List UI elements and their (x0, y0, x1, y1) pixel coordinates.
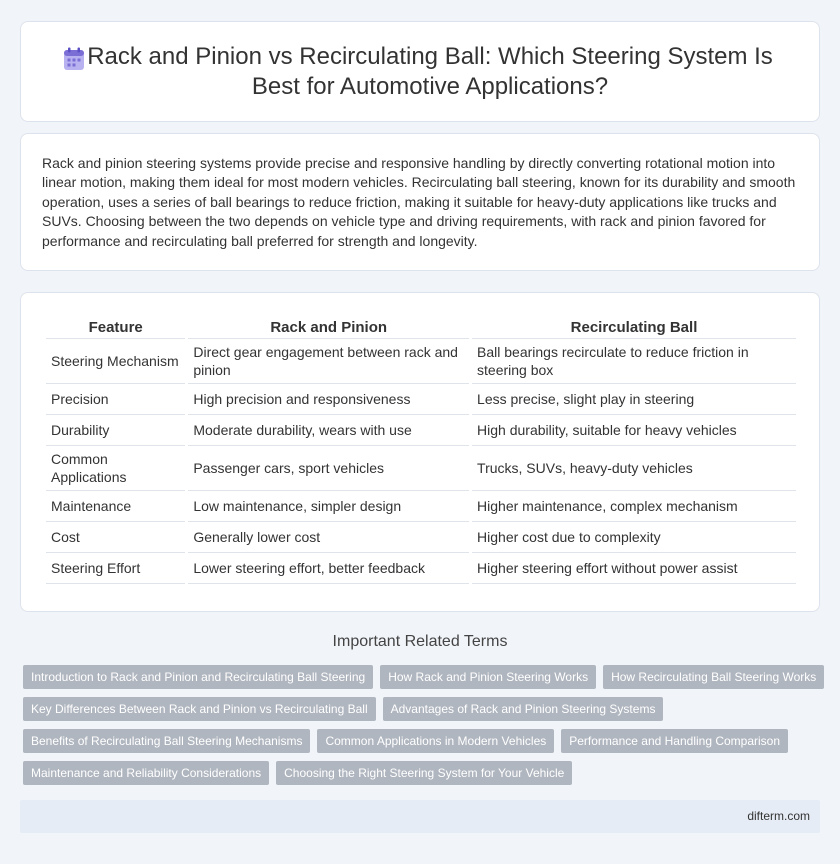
table-header-row (46, 315, 796, 339)
table-row (46, 522, 796, 553)
related-term-link[interactable]: How Recirculating Ball Steering Works (603, 665, 824, 689)
rack-pinion-cell: Passenger cars, sport vehicles (188, 446, 469, 491)
rack-pinion-cell: Direct gear engagement between rack and pinion (188, 339, 469, 384)
rack-pinion-cell: High precision and responsiveness (188, 384, 469, 415)
title-card (20, 21, 820, 122)
related-term-link[interactable]: Introduction to Rack and Pinion and Recirculating Ball Steering (23, 665, 373, 689)
related-term-link[interactable]: Choosing the Right Steering System for Your Vehicle (276, 761, 572, 785)
header-rack-and-pinion: Rack and Pinion (188, 315, 469, 339)
table-row (46, 553, 796, 584)
feature-cell: Cost (46, 522, 185, 553)
related-term-link[interactable]: Key Differences Between Rack and Pinion vs Recirculating Ball (23, 697, 376, 721)
rack-pinion-cell: Lower steering effort, better feedback (188, 553, 469, 584)
intro-paragraph: Rack and pinion steering systems provide precise and responsive handling by directly converting rotational motion into linear motion, making them ideal for most modern vehicles. Recirculating ball steering, known for its durability and smooth operation, uses a series of ball bearings to reduce friction, making it suitable for heavy-duty applications like trucks and SUVs. Choosing between the two depends on vehicle type and driving requirements, with rack and pinion favored for performance and recirculating ball preferred for strength and longevity. (42, 155, 796, 249)
table-row (46, 491, 796, 522)
feature-cell: Steering Effort (46, 553, 185, 584)
recirculating-ball-cell: Higher cost due to complexity (472, 522, 796, 553)
related-term-link[interactable]: Benefits of Recirculating Ball Steering Mechanisms (23, 729, 310, 753)
recirculating-ball-cell: High durability, suitable for heavy vehicles (472, 415, 796, 446)
comparison-card (20, 292, 820, 612)
table-row (46, 384, 796, 415)
table-row (46, 446, 796, 491)
recirculating-ball-cell: Higher steering effort without power assist (472, 553, 796, 584)
recirculating-ball-cell: Higher maintenance, complex mechanism (472, 491, 796, 522)
recirculating-ball-cell: Trucks, SUVs, heavy-duty vehicles (472, 446, 796, 491)
recirculating-ball-cell: Less precise, slight play in steering (472, 384, 796, 415)
header-feature: Feature (46, 315, 185, 339)
related-terms-heading: Important Related Terms (332, 633, 508, 650)
feature-cell: Durability (46, 415, 185, 446)
table-row (46, 415, 796, 446)
table-row (46, 339, 796, 384)
intro-card (20, 133, 820, 271)
rack-pinion-cell: Moderate durability, wears with use (188, 415, 469, 446)
feature-cell: Common Applications (46, 446, 185, 491)
page-title: Rack and Pinion vs Recirculating Ball: Which Steering System Is Best for Automotive Applications? (87, 42, 773, 100)
related-term-link[interactable]: Advantages of Rack and Pinion Steering Systems (383, 697, 664, 721)
feature-cell: Steering Mechanism (46, 339, 185, 384)
related-term-link[interactable]: Common Applications in Modern Vehicles (317, 729, 554, 753)
related-term-link[interactable]: Maintenance and Reliability Considerations (23, 761, 269, 785)
related-term-link[interactable]: How Rack and Pinion Steering Works (380, 665, 596, 689)
rack-pinion-cell: Low maintenance, simpler design (188, 491, 469, 522)
related-term-link[interactable]: Performance and Handling Comparison (561, 729, 788, 753)
footer-site-link[interactable]: difterm.com (747, 809, 810, 823)
rack-pinion-cell: Generally lower cost (188, 522, 469, 553)
comparison-table (43, 315, 799, 584)
footer (20, 800, 820, 833)
feature-cell: Maintenance (46, 491, 185, 522)
feature-cell: Precision (46, 384, 185, 415)
related-terms-list (23, 665, 823, 793)
recirculating-ball-cell: Ball bearings recirculate to reduce friction in steering box (472, 339, 796, 384)
header-recirculating-ball: Recirculating Ball (472, 315, 796, 339)
